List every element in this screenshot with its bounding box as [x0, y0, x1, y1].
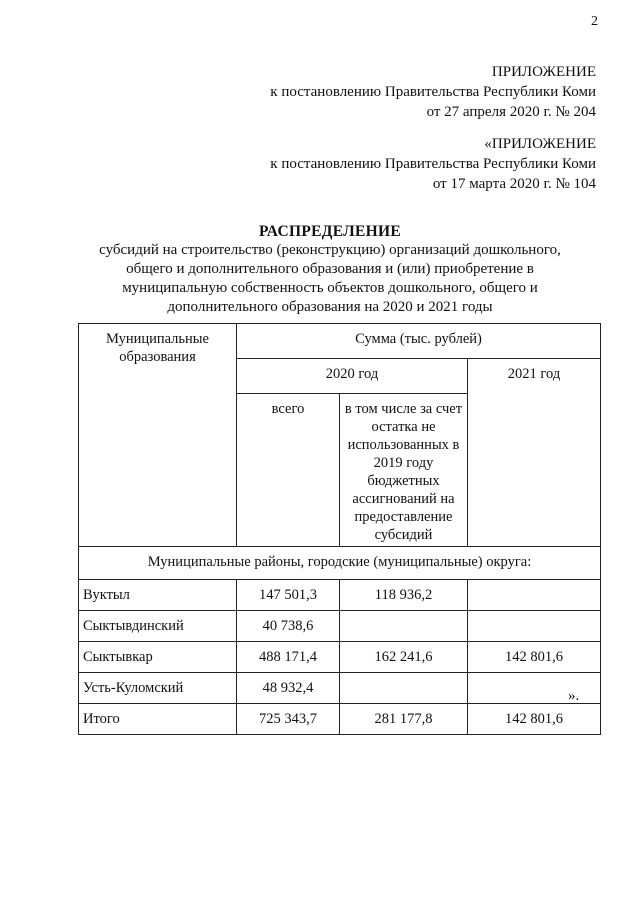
row-including: 118 936,2 — [340, 580, 468, 611]
row-2021 — [468, 673, 601, 704]
row-municipality: Итого — [79, 704, 237, 735]
table-row — [79, 611, 601, 642]
table-row — [79, 642, 601, 673]
appendix-header-current — [270, 62, 596, 122]
row-municipality: Сыктывдинский — [79, 611, 237, 642]
appendix-date: от 27 апреля 2020 г. № 204 — [426, 104, 596, 120]
row-including — [340, 611, 468, 642]
row-total: 40 738,6 — [237, 611, 340, 642]
row-total: 147 501,3 — [237, 580, 340, 611]
section-heading: Муниципальные районы, городские (муниципальные) округа: — [79, 547, 601, 580]
document-subtitle: субсидий на строительство (реконструкцию) организаций дошкольного, общего и дополнительного образования и (или) приобретение в муниципальную собственность объектов дошкольного, общего и дополнительного образования на 2020 и 2021 годы — [99, 242, 561, 315]
row-2021 — [468, 611, 601, 642]
appendix-label: ПРИЛОЖЕНИЕ — [491, 64, 596, 80]
row-municipality: Вуктыл — [79, 580, 237, 611]
appendix-decree: к постановлению Правительства Республики Коми — [270, 156, 596, 172]
row-municipality: Усть-Куломский — [79, 673, 237, 704]
page-number: 2 — [591, 14, 598, 29]
row-2021: 142 801,6 — [468, 642, 601, 673]
closing-quote: ». — [568, 688, 580, 704]
row-including: 281 177,8 — [340, 704, 468, 735]
header-sum: Сумма (тыс. рублей) — [237, 324, 601, 359]
appendix-date: от 17 марта 2020 г. № 104 — [432, 176, 596, 192]
appendix-decree: к постановлению Правительства Республики Коми — [270, 84, 596, 100]
row-municipality: Сыктывкар — [79, 642, 237, 673]
header-2020: 2020 год — [237, 359, 468, 394]
table-row — [79, 580, 601, 611]
document-title: РАСПРЕДЕЛЕНИЕ — [259, 223, 401, 240]
row-total: 48 932,4 — [237, 673, 340, 704]
table-row-total — [79, 704, 601, 735]
header-2021: 2021 год — [468, 359, 601, 547]
header-total: всего — [237, 394, 340, 547]
document-heading — [80, 222, 580, 317]
table-row — [79, 673, 601, 704]
header-including: в том числе за счет остатка не использованных в 2019 году бюджетных ассигнований на предоставление субсидий — [340, 394, 468, 547]
row-total: 488 171,4 — [237, 642, 340, 673]
appendix-label: «ПРИЛОЖЕНИЕ — [484, 136, 596, 152]
row-including — [340, 673, 468, 704]
appendix-header-original — [270, 134, 596, 194]
row-2021 — [468, 580, 601, 611]
distribution-table — [78, 323, 601, 735]
row-2021: 142 801,6 — [468, 704, 601, 735]
header-municipality: Муниципальные образования — [79, 324, 237, 547]
row-including: 162 241,6 — [340, 642, 468, 673]
row-total: 725 343,7 — [237, 704, 340, 735]
